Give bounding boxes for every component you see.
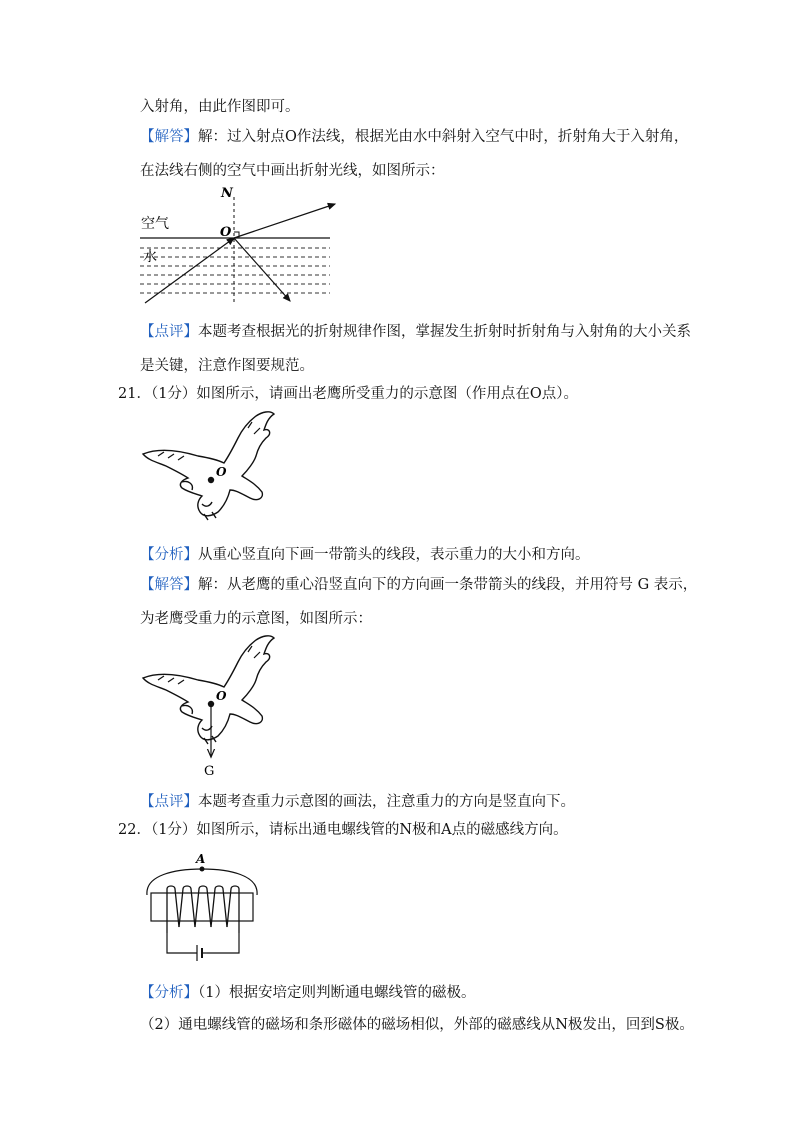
gravity-label: G [204,764,215,779]
point-a-label: A [196,852,206,866]
text-line-1: 入射角，由此作图即可。 [140,99,300,115]
refraction-diagram [135,185,345,310]
solution-21: 【解答】解：从老鹰的重心沿竖直向下的方向画一条带箭头的线段，并用符号 G 表示， [140,577,698,593]
comment-tag: 【点评】 [140,324,198,340]
incidence-point-label: O [220,225,232,240]
air-label: 空气 [141,216,169,232]
solution-line: 【解答】解：过入射点O作法线，根据光由水中斜射入空气中时，折射角大于入射角， [140,129,689,145]
normal-label: N [221,186,233,201]
water-label: 水 [143,249,157,265]
comment-line: 【点评】本题考查根据光的折射规律作图，掌握发生折射时折射角与入射角的大小关系 [140,324,691,340]
solenoid-diagram [135,845,270,963]
analysis-21: 【分析】从重心竖直向下画一带箭头的线段，表示重力的大小和方向。 [140,547,590,563]
eagle-point-label-2: O [216,689,227,703]
text-line-5: 是关键，注意作图要规范。 [140,358,314,374]
question-21: 21．（1分）如图所示，请画出老鹰所受重力的示意图（作用点在O点）。 [118,386,579,402]
analysis-tag-22: 【分析】 [140,985,198,1001]
eagle-point-label-1: O [216,465,227,479]
solution-tag-21: 【解答】 [140,577,198,593]
analysis-22-cont: （2）通电螺线管的磁场和条形磁体的磁场相似，外部的磁感线从N极发出，回到S极。 [140,1017,694,1033]
text-line-3: 在法线右侧的空气中画出折射光线，如图所示： [140,163,445,179]
eagle-figure-1 [138,408,283,526]
question-22: 22．（1分）如图所示，请标出通电螺线管的N极和A点的磁感线方向。 [118,822,568,838]
eagle-figure-2 [138,632,283,780]
comment-21: 【点评】本题考查重力示意图的画法，注意重力的方向是竖直向下。 [140,794,575,810]
analysis-tag-21: 【分析】 [140,547,198,563]
comment-tag-21: 【点评】 [140,794,198,810]
analysis-22: 【分析】（1）根据安培定则判断通电螺线管的磁极。 [140,985,476,1001]
solution-21-cont: 为老鹰受重力的示意图，如图所示： [140,611,372,627]
solution-tag: 【解答】 [140,129,198,145]
